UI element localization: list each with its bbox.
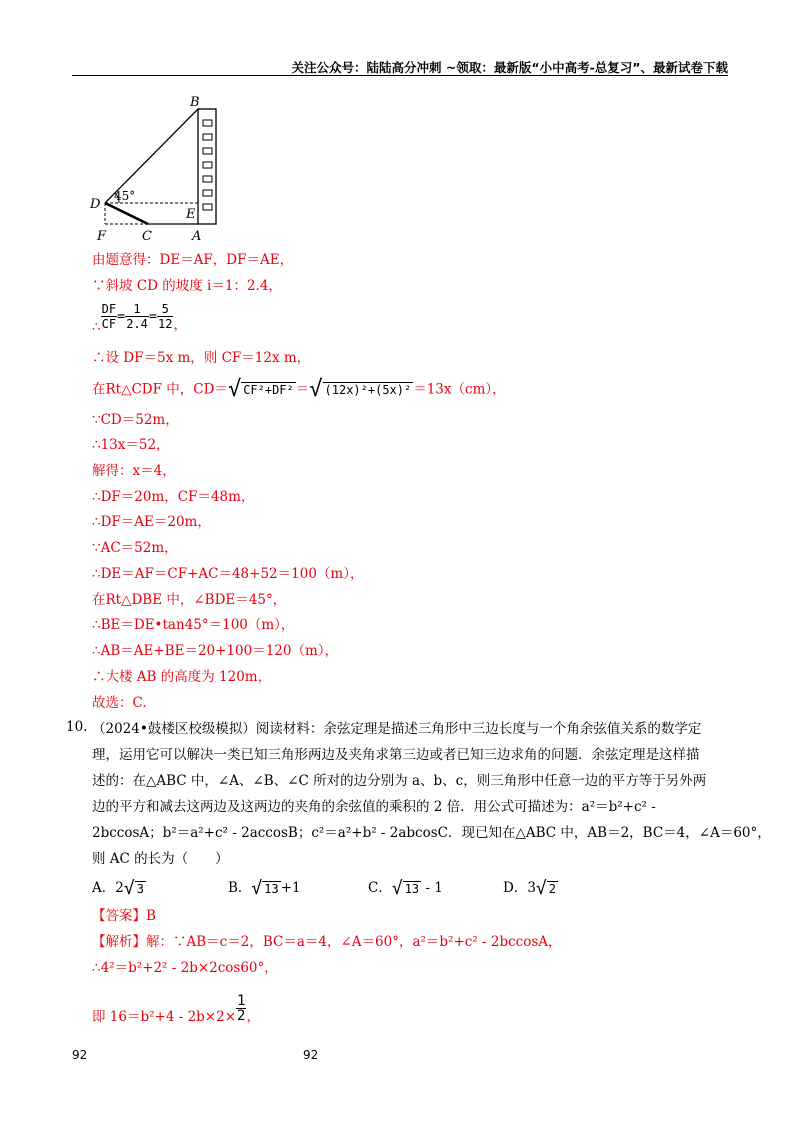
solution-line-3 bbox=[92, 302, 187, 335]
option-tail: - 1 bbox=[421, 880, 443, 896]
option-label: A． bbox=[92, 880, 116, 896]
fraction-df-cf bbox=[101, 302, 117, 331]
option-sqrt: √ 13 bbox=[391, 878, 420, 899]
equals-sign: = bbox=[117, 308, 126, 325]
option-a[interactable] bbox=[92, 876, 146, 899]
option-sqrt: √ 13 bbox=[251, 878, 279, 899]
option-radicand: 13 bbox=[404, 881, 420, 896]
label-c: C bbox=[142, 229, 152, 244]
solution-line-12: ∴DE＝AF＝CF+AC＝48+52＝100（m）， bbox=[92, 566, 364, 582]
solution-line-4: ∴设 DF＝5x m，则 CF＝12x m， bbox=[92, 350, 311, 366]
sqrt-content: CF²+DF² bbox=[243, 382, 294, 397]
analysis3-prefix: 即 16＝b²+4 - 2b×2× bbox=[92, 1008, 237, 1025]
question-line-4: 边的平方和减去这两边及这两边的夹角的余弦值的乘积的 2 倍．用公式可描述为：a²＝b²+c² - bbox=[92, 799, 656, 815]
label-a: A bbox=[192, 229, 202, 244]
comma: ， bbox=[173, 316, 187, 333]
solution-line-13: 在Rt△DBE 中，∠BDE＝45°， bbox=[92, 592, 287, 608]
label-e: E bbox=[186, 207, 196, 222]
label-b: B bbox=[190, 95, 200, 110]
option-d[interactable] bbox=[503, 876, 558, 899]
option-coef: 2 bbox=[115, 880, 124, 896]
frac-num: 1 bbox=[125, 302, 149, 317]
option-c[interactable] bbox=[368, 876, 443, 899]
solution-line-8: 解得：x＝4， bbox=[92, 463, 176, 479]
fraction-5-12 bbox=[157, 302, 173, 331]
sqrt-cf-df: √ CF²+DF² bbox=[227, 376, 294, 402]
analysis3-end: ， bbox=[246, 1008, 260, 1025]
option-radicand: 13 bbox=[264, 881, 279, 896]
frac-den: 2.4 bbox=[126, 317, 148, 331]
solution-line-11: ∵AC＝52m， bbox=[92, 540, 178, 556]
frac-num: 1 bbox=[237, 993, 246, 1009]
sqrt-12x-5x: √ (12x)²+(5x)² bbox=[309, 376, 412, 402]
solution-line-7: ∴13x＝52， bbox=[92, 437, 170, 453]
solution-line-16: ∴大楼 AB 的高度为 120m， bbox=[92, 669, 272, 685]
fraction-one-half bbox=[236, 994, 246, 1023]
label-f: F bbox=[97, 229, 107, 244]
page-number-center: 92 bbox=[303, 1048, 319, 1062]
frac-den: 2 bbox=[237, 1008, 246, 1024]
page-number-left: 92 bbox=[72, 1048, 88, 1062]
question-line-1: （2024•鼓楼区校级模拟）阅读材料：余弦定理是描述三角形中三边长度与一个角余弦值关系的数学定 bbox=[92, 721, 702, 737]
option-radicand: 3 bbox=[136, 881, 144, 896]
solution-line-2: ∵斜坡 CD 的坡度 i＝1：2.4， bbox=[92, 278, 282, 294]
header-rule bbox=[72, 75, 728, 76]
analysis-line-3 bbox=[92, 994, 260, 1023]
line5-suffix: ＝13x（cm）， bbox=[413, 381, 506, 398]
option-label: D． bbox=[503, 880, 528, 896]
solution-line-17: 故选：C. bbox=[92, 695, 147, 711]
option-sqrt: √ 3 bbox=[123, 878, 144, 899]
question-number: 10. bbox=[66, 719, 88, 735]
building-slope-figure bbox=[88, 92, 238, 244]
analysis-line-1: 【解析】解：∵AB＝c＝2，BC＝a＝4，∠A＝60°，a²＝b²+c² - 2bccosA， bbox=[92, 934, 562, 950]
fraction-1-2.4 bbox=[125, 302, 149, 331]
angle-label: 45° bbox=[114, 189, 136, 203]
option-sqrt: √ 2 bbox=[535, 878, 556, 899]
line5-equals: ＝ bbox=[295, 381, 310, 398]
option-coef: 3 bbox=[527, 880, 536, 896]
solution-line-14: ∴BE＝DE•tan45°＝100（m）， bbox=[92, 617, 295, 633]
question-line-3: 述的：在△ABC 中，∠A、∠B、∠C 所对的边分别为 a、b、c，则三角形中任意一边的平方等于另外两 bbox=[92, 773, 707, 789]
option-label: C． bbox=[368, 880, 392, 896]
frac-num: 5 bbox=[157, 302, 173, 317]
page-header: 关注公众号：陆陆高分冲刺 ~领取：最新版“小中高考-总复习”、最新试卷下载 bbox=[291, 60, 728, 75]
solution-line-5 bbox=[92, 376, 506, 402]
option-b[interactable] bbox=[228, 876, 301, 899]
question-line-6: 则 AC 的长为（ ） bbox=[92, 851, 229, 867]
line5-prefix: 在Rt△CDF 中，CD＝ bbox=[92, 381, 228, 398]
analysis-line-2: ∴4²＝b²+2² - 2b×2cos60°， bbox=[92, 960, 278, 976]
equals-sign: = bbox=[148, 308, 158, 325]
solution-line-10: ∴DF＝AE＝20m， bbox=[92, 514, 211, 530]
question-line-2: 理，运用它可以解决一类已知三角形两边及夹角求第三边或者已知三边求角的问题．余弦定理是这样描 bbox=[92, 747, 700, 763]
solution-line-15: ∴AB＝AE+BE＝20+100＝120（m）， bbox=[92, 643, 339, 659]
sqrt-content: (12x)²+(5x)² bbox=[324, 382, 412, 397]
option-label: B． bbox=[228, 880, 252, 896]
solution-line-1: 由题意得：DE＝AF，DF＝AE， bbox=[92, 252, 294, 268]
frac-den: 12 bbox=[158, 317, 173, 331]
option-radicand: 2 bbox=[548, 881, 556, 896]
frac-den: CF bbox=[101, 317, 117, 331]
answer-line: 【答案】B bbox=[92, 908, 156, 924]
solution-line-9: ∴DF＝20m，CF＝48m， bbox=[92, 489, 255, 505]
therefore-symbol: ∴ bbox=[92, 318, 101, 335]
question-line-5: 2bccosA；b²＝a²+c² - 2accosB；c²＝a²+b² - 2abcosC．现已知在△ABC 中，AB＝2，BC＝4，∠A＝60°， bbox=[92, 825, 771, 841]
option-tail: +1 bbox=[280, 880, 301, 896]
label-d: D bbox=[90, 197, 101, 212]
solution-line-6: ∵CD＝52m， bbox=[92, 412, 179, 428]
frac-num: DF bbox=[101, 302, 117, 316]
